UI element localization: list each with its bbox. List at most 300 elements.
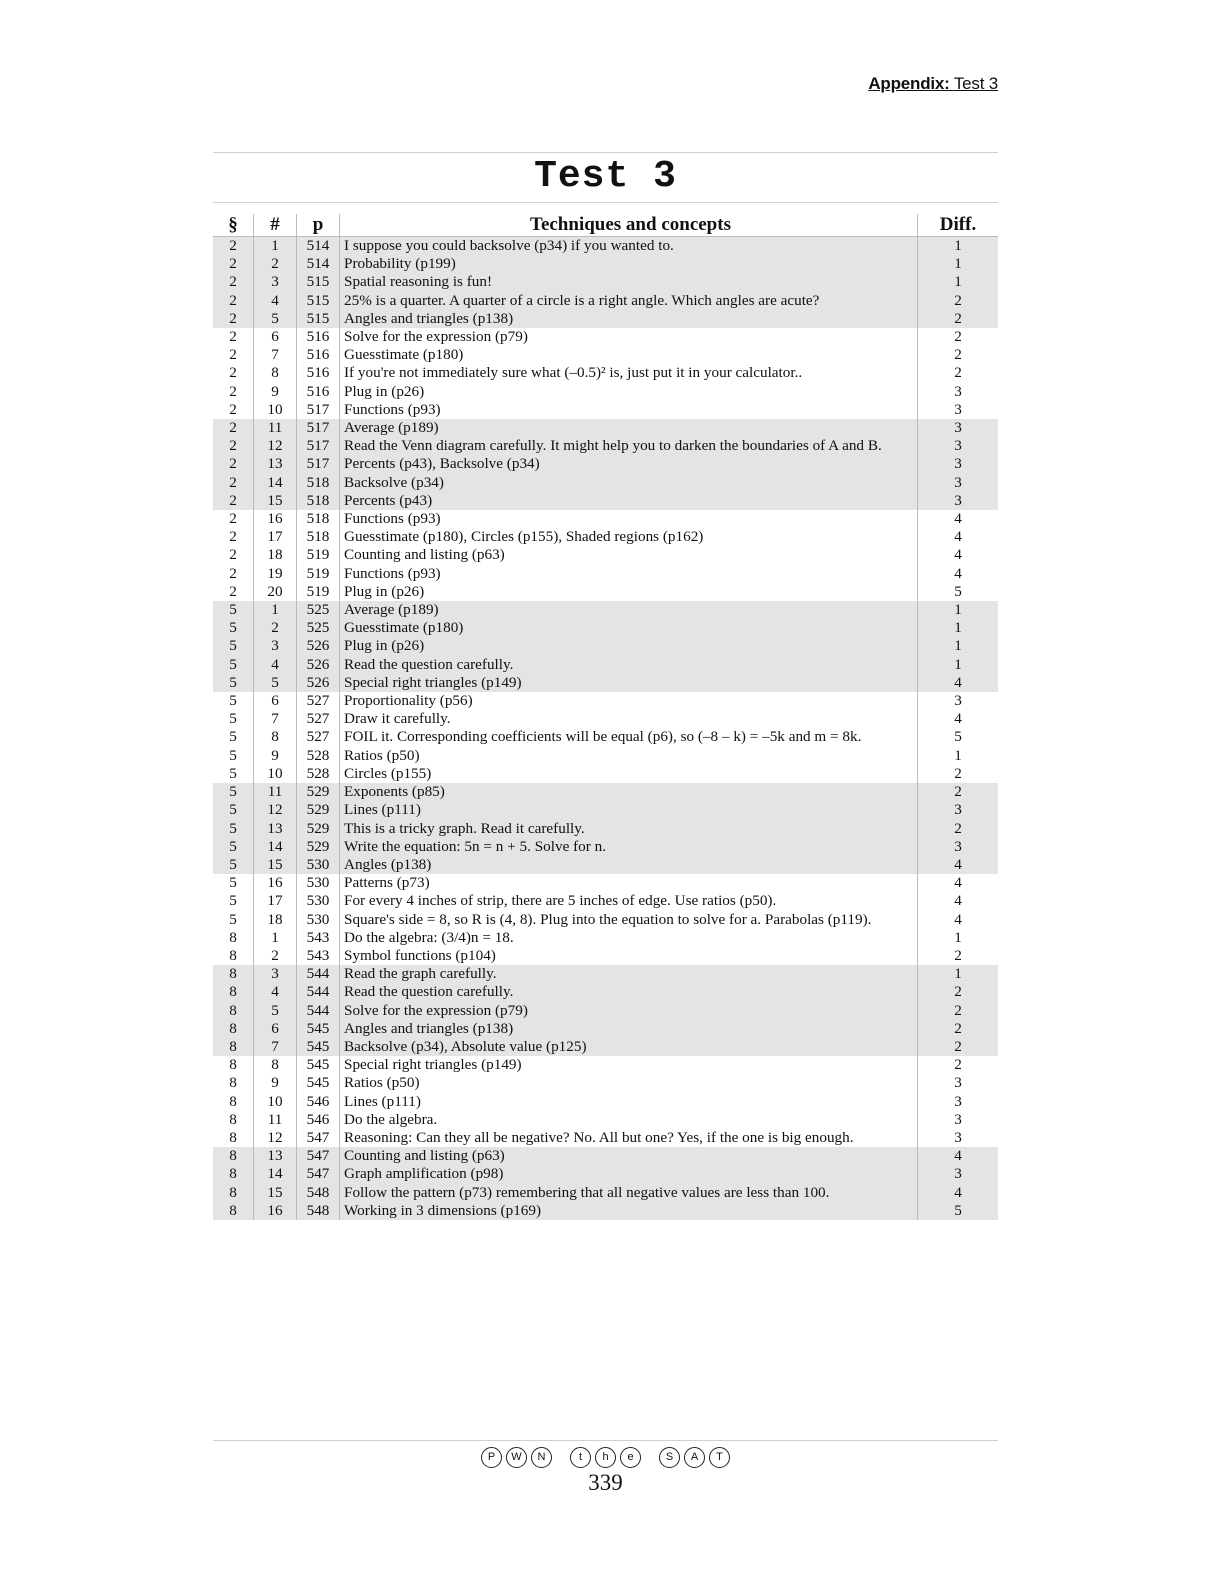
brand-letter: N [531, 1447, 552, 1468]
number-cell: 19 [254, 565, 297, 583]
technique-cell: Angles (p138) [340, 856, 918, 874]
brand-letter: e [620, 1447, 641, 1468]
section-cell: 2 [213, 255, 254, 273]
section-cell: 5 [213, 710, 254, 728]
section-cell: 5 [213, 801, 254, 819]
table-row [213, 255, 998, 273]
difficulty-cell: 3 [954, 1110, 962, 1128]
table-row [213, 328, 998, 346]
number-cell: 15 [254, 492, 297, 510]
difficulty-cell: 4 [954, 892, 962, 910]
answer-table [213, 214, 998, 1220]
page-cell: 516 [297, 364, 340, 382]
number-cell: 4 [254, 656, 297, 674]
number-cell: 9 [254, 747, 297, 765]
difficulty-cell: 3 [954, 1128, 962, 1146]
brand-logo [213, 1447, 998, 1468]
table-row [213, 1202, 998, 1220]
table-row [213, 637, 998, 655]
page-cell: 548 [297, 1202, 340, 1220]
technique-cell: Counting and listing (p63) [340, 1147, 918, 1165]
table-row [213, 510, 998, 528]
section-cell: 8 [213, 965, 254, 983]
technique-cell: Percents (p43), Backsolve (p34) [340, 455, 918, 473]
number-cell: 20 [254, 583, 297, 601]
section-cell: 5 [213, 637, 254, 655]
difficulty-cell: 5 [918, 1202, 999, 1220]
number-cell: 4 [254, 983, 297, 1001]
section-cell: 2 [213, 292, 254, 310]
section-cell: 2 [213, 419, 254, 437]
table-row [213, 492, 998, 510]
technique-cell: Functions (p93) [340, 401, 918, 419]
page-cell: 525 [297, 601, 340, 619]
technique-cell: Read the question carefully. [340, 983, 918, 1001]
technique-cell: Square's side = 8, so R is (4, 8). Plug into the equation to solve for a. Parabolas (p119). [340, 911, 918, 929]
technique-cell: Angles and triangles (p138) [340, 1020, 918, 1038]
page-cell: 547 [297, 1147, 340, 1165]
difficulty-cell: 2 [918, 310, 999, 328]
section-cell: 2 [213, 346, 254, 364]
page-cell: 518 [297, 474, 340, 492]
table-row [213, 874, 998, 892]
section-cell: 5 [213, 747, 254, 765]
page-cell: 514 [297, 237, 340, 256]
page-cell: 544 [297, 983, 340, 1001]
difficulty-cell: 4 [954, 546, 962, 564]
page-cell: 525 [297, 619, 340, 637]
technique-cell: Percents (p43) [340, 492, 918, 510]
section-cell: 2 [213, 474, 254, 492]
brand-word [568, 1447, 643, 1468]
number-cell: 15 [254, 856, 297, 874]
page-title: Test 3 [534, 155, 677, 198]
page-cell: 530 [297, 911, 340, 929]
table-row [213, 273, 998, 291]
section-cell: 8 [213, 1129, 254, 1147]
technique-cell: Backsolve (p34), Absolute value (p125) [340, 1038, 918, 1056]
number-cell: 9 [254, 1074, 297, 1092]
page-cell: 529 [297, 783, 340, 801]
number-cell: 1 [254, 929, 297, 947]
col-difficulty-header: Diff. [918, 214, 999, 237]
number-cell: 2 [254, 255, 297, 273]
technique-cell: Functions (p93) [340, 510, 918, 528]
table-row [213, 601, 998, 619]
section-cell: 2 [213, 437, 254, 455]
brand-letter: W [506, 1447, 527, 1468]
section-cell: 5 [213, 692, 254, 710]
page-cell: 547 [297, 1165, 340, 1183]
table-row [213, 292, 998, 310]
number-cell: 14 [254, 1165, 297, 1183]
table-row [213, 838, 998, 856]
difficulty-cell: 5 [954, 582, 962, 600]
page-cell: 528 [297, 765, 340, 783]
technique-cell: Exponents (p85) [340, 783, 918, 801]
section-cell: 2 [213, 401, 254, 419]
page-cell: 546 [297, 1111, 340, 1129]
section-cell: 8 [213, 1165, 254, 1183]
table-row [213, 947, 998, 965]
section-cell: 2 [213, 364, 254, 382]
section-cell: 8 [213, 1020, 254, 1038]
page-cell: 519 [297, 583, 340, 601]
difficulty-cell: 3 [954, 1074, 962, 1092]
number-cell: 13 [254, 455, 297, 473]
section-cell: 8 [213, 1056, 254, 1074]
technique-cell: Ratios (p50) [340, 1074, 918, 1092]
technique-cell: Guesstimate (p180), Circles (p155), Shaded regions (p162) [340, 528, 918, 546]
difficulty-cell: 4 [918, 674, 999, 692]
section-cell: 5 [213, 911, 254, 929]
technique-cell: Probability (p199) [340, 255, 918, 273]
difficulty-cell: 5 [954, 728, 962, 746]
brand-letter: A [684, 1447, 705, 1468]
difficulty-cell: 3 [918, 437, 999, 455]
table-row [213, 1038, 998, 1056]
section-cell: 5 [213, 856, 254, 874]
page-cell: 518 [297, 492, 340, 510]
section-cell: 2 [213, 310, 254, 328]
difficulty-cell: 2 [918, 292, 999, 310]
number-cell: 2 [254, 619, 297, 637]
difficulty-cell: 2 [918, 1020, 999, 1038]
number-cell: 6 [254, 692, 297, 710]
difficulty-cell: 1 [918, 965, 999, 983]
section-cell: 8 [213, 1093, 254, 1111]
table-row [213, 801, 998, 819]
technique-cell: Spatial reasoning is fun! [340, 273, 918, 291]
section-cell: 8 [213, 1202, 254, 1220]
table-row [213, 1165, 998, 1183]
table-row [213, 765, 998, 783]
technique-cell: Guesstimate (p180) [340, 619, 918, 637]
number-cell: 12 [254, 437, 297, 455]
table-row [213, 383, 998, 401]
appendix-name: Test 3 [953, 74, 998, 93]
table-row [213, 437, 998, 455]
section-cell: 2 [213, 565, 254, 583]
technique-cell: Working in 3 dimensions (p169) [340, 1202, 918, 1220]
table-row [213, 528, 998, 546]
page-cell: 529 [297, 838, 340, 856]
technique-cell: Counting and listing (p63) [340, 546, 918, 564]
number-cell: 11 [254, 1111, 297, 1129]
section-cell: 2 [213, 492, 254, 510]
technique-cell: Special right triangles (p149) [340, 674, 918, 692]
number-cell: 5 [254, 1002, 297, 1020]
appendix-label: Appendix: [868, 74, 950, 93]
section-cell: 8 [213, 947, 254, 965]
section-cell: 5 [213, 728, 254, 746]
difficulty-cell: 2 [918, 983, 999, 1001]
section-cell: 5 [213, 601, 254, 619]
section-cell: 2 [213, 510, 254, 528]
table-row [213, 1056, 998, 1074]
table-row [213, 583, 998, 601]
number-cell: 17 [254, 892, 297, 910]
number-cell: 11 [254, 419, 297, 437]
table-row [213, 983, 998, 1001]
page-cell: 517 [297, 437, 340, 455]
difficulty-cell: 1 [918, 601, 999, 619]
number-cell: 15 [254, 1184, 297, 1202]
table-row [213, 1074, 998, 1092]
page-cell: 526 [297, 674, 340, 692]
section-cell: 5 [213, 892, 254, 910]
number-cell: 4 [254, 292, 297, 310]
technique-cell: Functions (p93) [340, 565, 918, 583]
section-cell: 8 [213, 1002, 254, 1020]
number-cell: 13 [254, 820, 297, 838]
page-cell: 515 [297, 292, 340, 310]
technique-cell: Graph amplification (p98) [340, 1165, 918, 1183]
table-row [213, 1093, 998, 1111]
table-row [213, 1020, 998, 1038]
difficulty-cell: 2 [954, 764, 962, 782]
technique-cell: Write the equation: 5n = n + 5. Solve for n. [340, 838, 918, 856]
number-cell: 6 [254, 328, 297, 346]
technique-cell: Read the graph carefully. [340, 965, 918, 983]
technique-cell: Follow the pattern (p73) remembering that all negative values are less than 100. [340, 1184, 918, 1202]
number-cell: 14 [254, 838, 297, 856]
table-row [213, 820, 998, 838]
number-cell: 16 [254, 874, 297, 892]
technique-cell: Plug in (p26) [340, 637, 918, 655]
page-cell: 547 [297, 1129, 340, 1147]
number-cell: 18 [254, 911, 297, 929]
section-cell: 5 [213, 783, 254, 801]
difficulty-cell: 3 [954, 1092, 962, 1110]
section-cell: 8 [213, 929, 254, 947]
table-row [213, 364, 998, 382]
footer-rule [213, 1440, 998, 1441]
difficulty-cell: 4 [954, 528, 962, 546]
difficulty-cell: 3 [918, 838, 999, 856]
number-cell: 5 [254, 310, 297, 328]
page-cell: 544 [297, 1002, 340, 1020]
technique-cell: Do the algebra. [340, 1111, 918, 1129]
difficulty-cell: 4 [918, 856, 999, 874]
page-cell: 530 [297, 874, 340, 892]
technique-cell: Circles (p155) [340, 765, 918, 783]
number-cell: 5 [254, 674, 297, 692]
table-body [213, 237, 998, 1220]
table-header-row [213, 214, 998, 237]
table-row [213, 346, 998, 364]
number-cell: 6 [254, 1020, 297, 1038]
section-cell: 8 [213, 1111, 254, 1129]
number-cell: 17 [254, 528, 297, 546]
top-rule [213, 152, 998, 153]
difficulty-cell: 4 [954, 910, 962, 928]
number-cell: 14 [254, 474, 297, 492]
table-row [213, 728, 998, 746]
table-row [213, 1184, 998, 1202]
technique-cell: Average (p189) [340, 419, 918, 437]
col-page-header: p [297, 214, 340, 237]
table-row [213, 692, 998, 710]
difficulty-cell: 3 [918, 419, 999, 437]
section-cell: 2 [213, 546, 254, 564]
brand-letter: t [570, 1447, 591, 1468]
section-cell: 2 [213, 383, 254, 401]
col-number-header: # [254, 214, 297, 237]
technique-cell: Solve for the expression (p79) [340, 1002, 918, 1020]
technique-cell: Plug in (p26) [340, 383, 918, 401]
page-cell: 546 [297, 1093, 340, 1111]
page-cell: 519 [297, 546, 340, 564]
technique-cell: I suppose you could backsolve (p34) if you wanted to. [340, 237, 918, 256]
difficulty-cell: 4 [918, 1184, 999, 1202]
difficulty-cell: 3 [918, 801, 999, 819]
page-cell: 543 [297, 947, 340, 965]
number-cell: 16 [254, 510, 297, 528]
difficulty-cell: 2 [954, 364, 962, 382]
section-cell: 5 [213, 838, 254, 856]
difficulty-cell: 4 [954, 874, 962, 892]
difficulty-cell: 4 [918, 1147, 999, 1165]
table-row [213, 1002, 998, 1020]
table-row [213, 856, 998, 874]
page-cell: 518 [297, 528, 340, 546]
difficulty-cell: 2 [918, 783, 999, 801]
section-cell: 5 [213, 765, 254, 783]
technique-cell: Reasoning: Can they all be negative? No. All but one? Yes, if the one is big enough. [340, 1129, 918, 1147]
difficulty-cell: 1 [918, 637, 999, 655]
difficulty-cell: 1 [918, 273, 999, 291]
page-cell: 527 [297, 710, 340, 728]
difficulty-cell: 1 [918, 619, 999, 637]
running-head [868, 74, 998, 94]
number-cell: 3 [254, 637, 297, 655]
table-row [213, 674, 998, 692]
title-rule [213, 202, 998, 203]
table-row [213, 911, 998, 929]
section-cell: 5 [213, 674, 254, 692]
col-section-header: § [213, 214, 254, 237]
table-row [213, 1111, 998, 1129]
number-cell: 8 [254, 728, 297, 746]
section-cell: 8 [213, 983, 254, 1001]
number-cell: 8 [254, 1056, 297, 1074]
technique-cell: Backsolve (p34) [340, 474, 918, 492]
brand-letter: h [595, 1447, 616, 1468]
page-cell: 517 [297, 401, 340, 419]
difficulty-cell: 2 [918, 1002, 999, 1020]
page-cell: 529 [297, 820, 340, 838]
page-cell: 527 [297, 728, 340, 746]
technique-cell: Symbol functions (p104) [340, 947, 918, 965]
number-cell: 3 [254, 273, 297, 291]
page-number: 339 [588, 1470, 623, 1495]
table-row [213, 546, 998, 564]
number-cell: 11 [254, 783, 297, 801]
technique-cell: Do the algebra: (3/4)n = 18. [340, 929, 918, 947]
number-cell: 8 [254, 364, 297, 382]
page-cell: 514 [297, 255, 340, 273]
number-cell: 2 [254, 947, 297, 965]
number-cell: 10 [254, 1093, 297, 1111]
section-cell: 5 [213, 874, 254, 892]
difficulty-cell: 2 [954, 346, 962, 364]
difficulty-cell: 3 [918, 474, 999, 492]
page-cell: 516 [297, 383, 340, 401]
number-cell: 3 [254, 965, 297, 983]
section-cell: 5 [213, 619, 254, 637]
number-cell: 18 [254, 546, 297, 564]
number-cell: 7 [254, 1038, 297, 1056]
section-cell: 2 [213, 455, 254, 473]
difficulty-cell: 2 [954, 1056, 962, 1074]
technique-cell: Guesstimate (p180) [340, 346, 918, 364]
technique-cell: Read the question carefully. [340, 656, 918, 674]
technique-cell: Lines (p111) [340, 1093, 918, 1111]
difficulty-cell: 4 [954, 710, 962, 728]
difficulty-cell: 1 [954, 746, 962, 764]
difficulty-cell: 3 [918, 492, 999, 510]
brand-letter: S [659, 1447, 680, 1468]
difficulty-cell: 1 [918, 656, 999, 674]
difficulty-cell: 3 [918, 1165, 999, 1183]
number-cell: 1 [254, 237, 297, 256]
section-cell: 8 [213, 1074, 254, 1092]
number-cell: 7 [254, 710, 297, 728]
technique-cell: This is a tricky graph. Read it carefully. [340, 820, 918, 838]
technique-cell: 25% is a quarter. A quarter of a circle is a right angle. Which angles are acute? [340, 292, 918, 310]
brand-word [479, 1447, 554, 1468]
page-cell: 516 [297, 346, 340, 364]
technique-cell: Angles and triangles (p138) [340, 310, 918, 328]
number-cell: 10 [254, 401, 297, 419]
page-cell: 516 [297, 328, 340, 346]
difficulty-cell: 2 [918, 820, 999, 838]
technique-cell: Patterns (p73) [340, 874, 918, 892]
technique-cell: FOIL it. Corresponding coefficients will be equal (p6), so (–8 – k) = –5k and m = 8k. [340, 728, 918, 746]
number-cell: 13 [254, 1147, 297, 1165]
technique-cell: Lines (p111) [340, 801, 918, 819]
page-cell: 517 [297, 419, 340, 437]
difficulty-cell: 4 [954, 510, 962, 528]
table-row [213, 892, 998, 910]
technique-cell: Proportionality (p56) [340, 692, 918, 710]
table-row [213, 474, 998, 492]
table-row [213, 565, 998, 583]
difficulty-cell: 4 [954, 564, 962, 582]
technique-cell: Draw it carefully. [340, 710, 918, 728]
brand-letter: T [709, 1447, 730, 1468]
page-cell: 515 [297, 310, 340, 328]
technique-cell: If you're not immediately sure what (–0.5)² is, just put it in your calculator.. [340, 364, 918, 382]
table-row [213, 310, 998, 328]
table-row [213, 929, 998, 947]
page-cell: 530 [297, 892, 340, 910]
table-row [213, 1147, 998, 1165]
page-cell: 515 [297, 273, 340, 291]
page-cell: 545 [297, 1074, 340, 1092]
table-row [213, 619, 998, 637]
number-cell: 1 [254, 601, 297, 619]
page-cell: 529 [297, 801, 340, 819]
difficulty-cell: 3 [954, 382, 962, 400]
table-row [213, 965, 998, 983]
table-row [213, 237, 998, 256]
number-cell: 16 [254, 1202, 297, 1220]
brand-letter: P [481, 1447, 502, 1468]
page-cell: 527 [297, 692, 340, 710]
difficulty-cell: 1 [918, 237, 999, 256]
